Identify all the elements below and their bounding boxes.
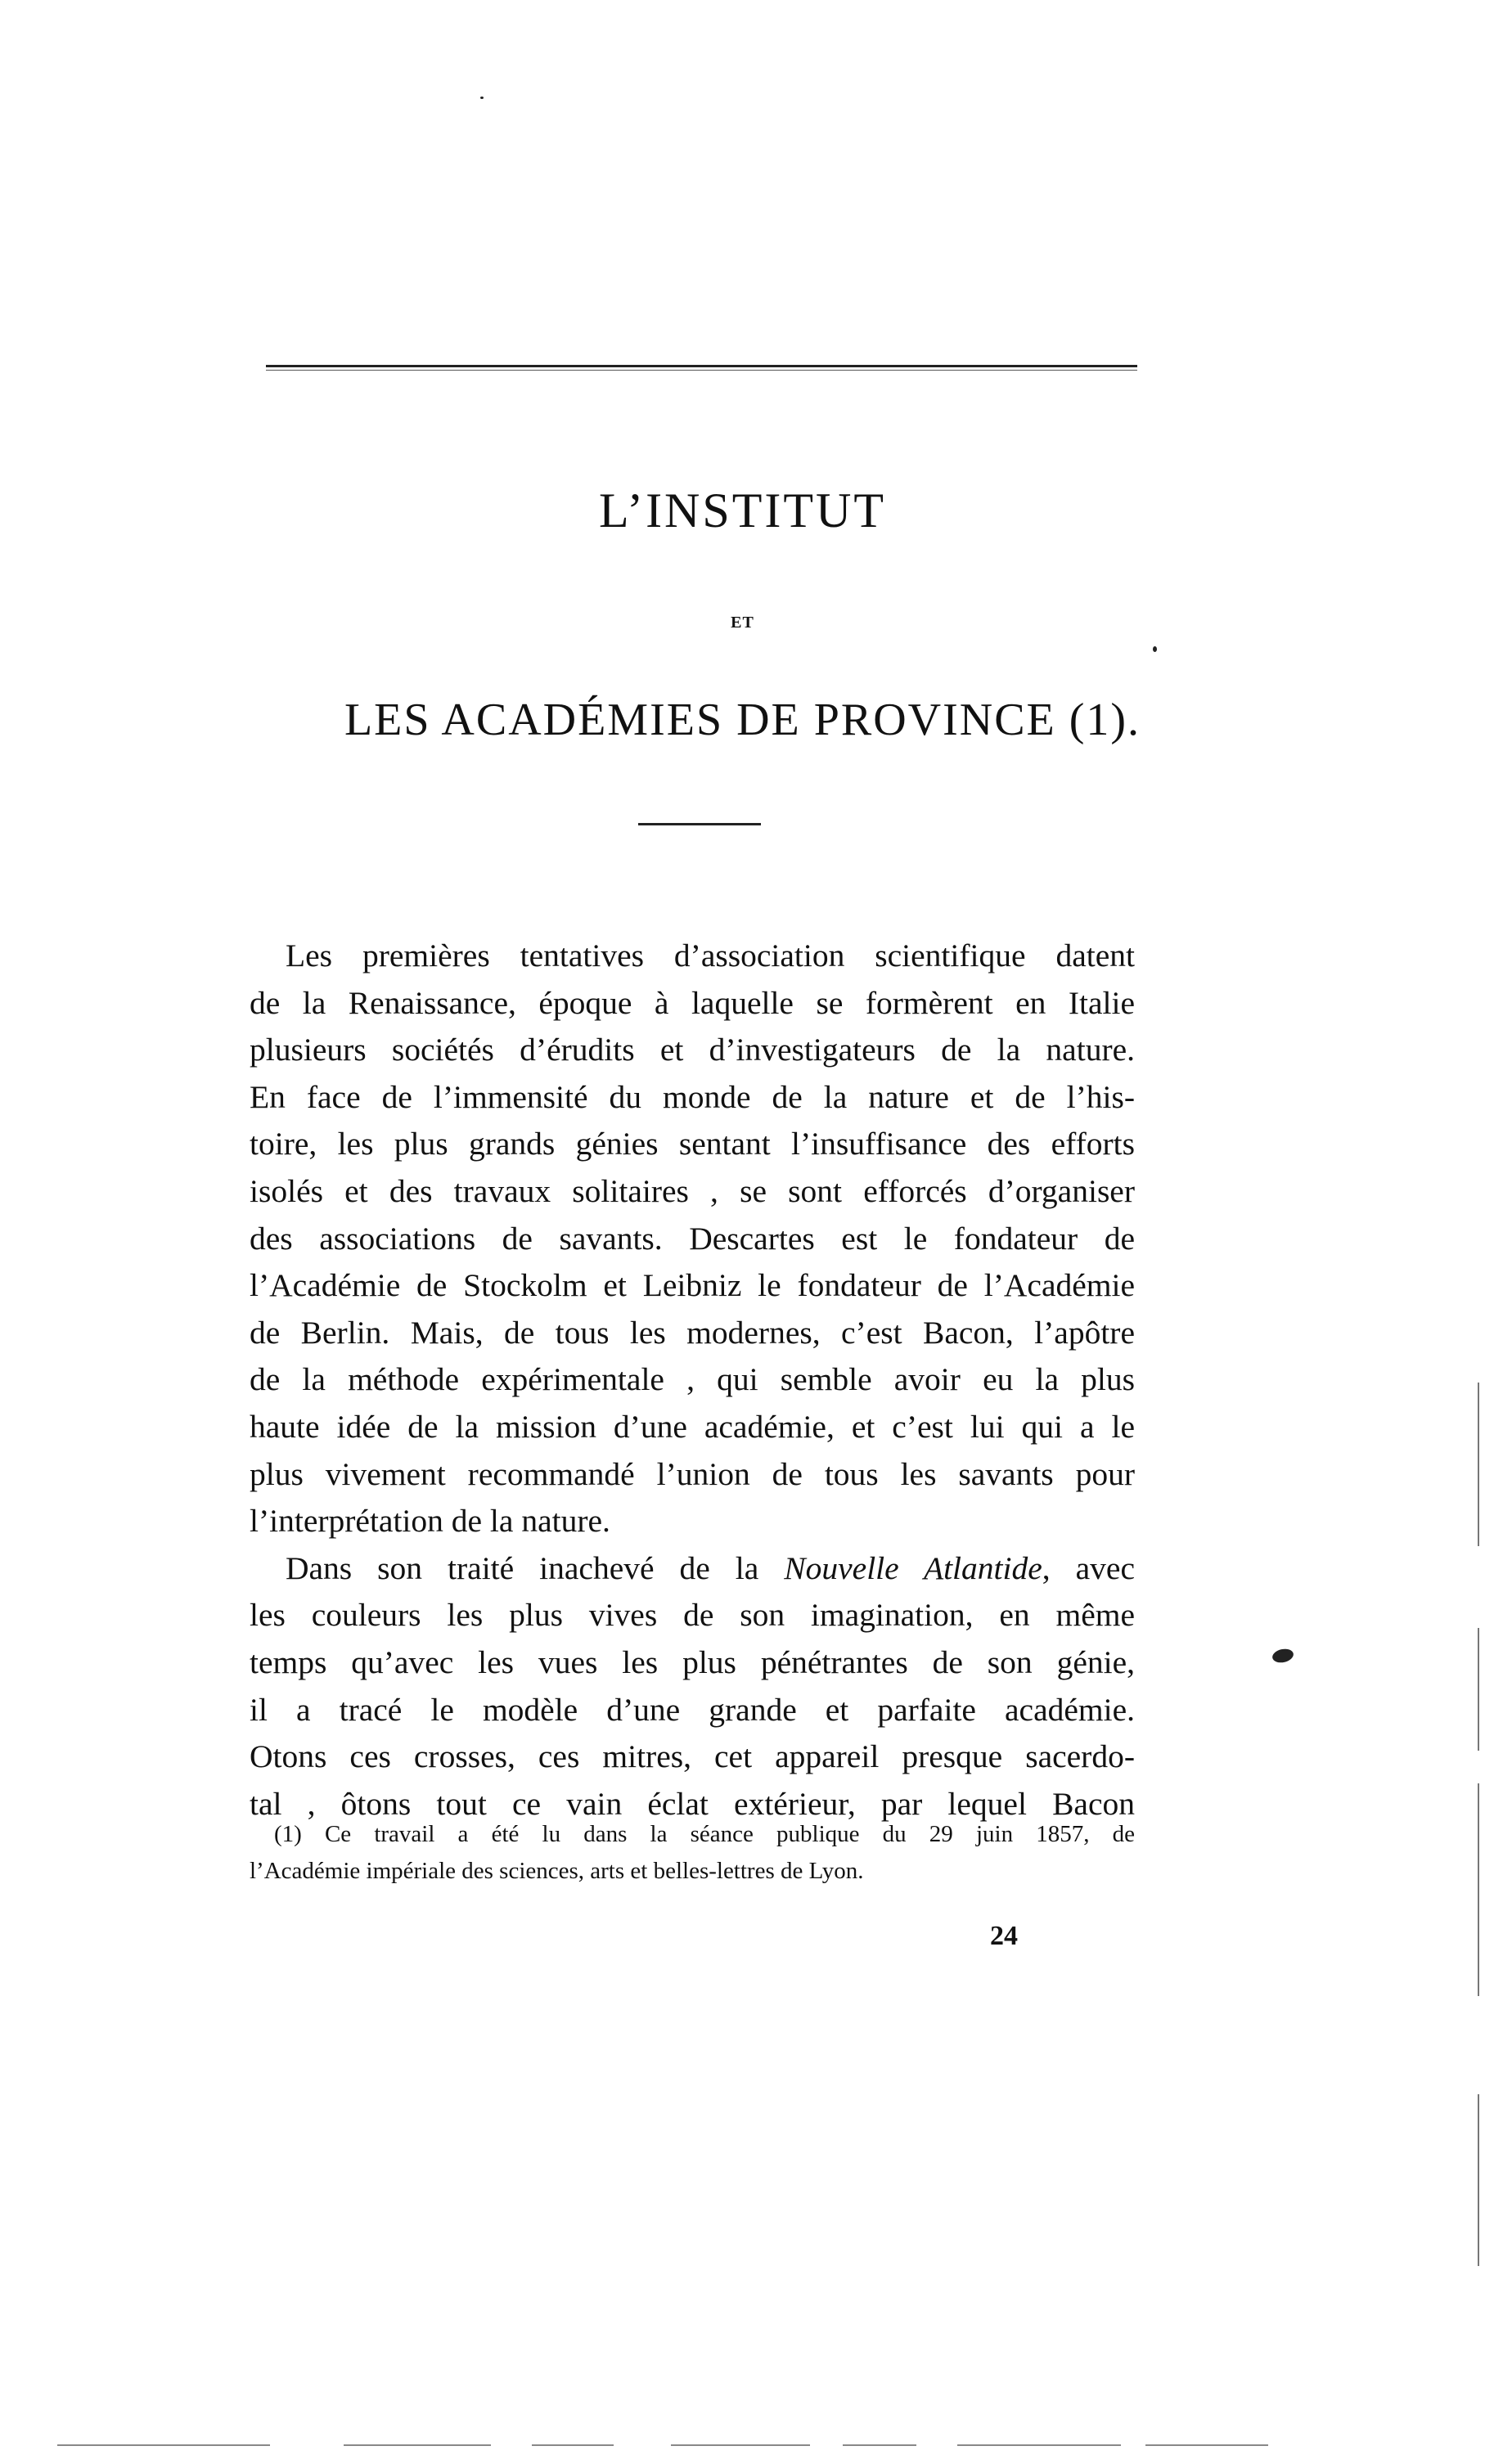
book-title-italic: Nouvelle Atlantide [784, 1549, 1042, 1586]
ink-speck [480, 97, 484, 99]
body-line: tal , ôtons tout ce vain éclat extérieur, par lequel Bacon [250, 1785, 1135, 1822]
body-line: de la méthode expérimentale , qui semble avoir eu la plus [250, 1361, 1135, 1398]
scan-bottom-mark [957, 2444, 1121, 2446]
footnote [250, 1816, 1135, 1890]
ink-blot [1271, 1647, 1295, 1664]
scan-bottom-mark [532, 2444, 614, 2446]
scan-bottom-mark [344, 2444, 491, 2446]
body-line: plusieurs sociétés d’érudits et d’investigateurs de la nature. [250, 1032, 1135, 1068]
scan-edge-mark [1478, 1783, 1479, 1996]
body-line: plus vivement recommandé l’union de tous les savants pour [250, 1455, 1135, 1492]
scan-bottom-mark [843, 2444, 916, 2446]
body-line: Les premières tentatives d’association scientifique datent [286, 937, 1135, 973]
ink-speck [1153, 646, 1157, 652]
page-title: L’INSTITUT [598, 483, 887, 537]
top-rule-thin [266, 370, 1137, 371]
scan-edge-mark [1478, 1628, 1479, 1751]
body-line: temps qu’avec les vues les plus pénétrantes de son génie, [250, 1643, 1135, 1680]
body-line-paragraph-2-start [250, 1545, 1135, 1593]
title-connector: ET [731, 614, 754, 632]
page-number: 24 [990, 1921, 1018, 1951]
body-line: haute idée de la mission d’une académie, et c’est lui qui a le [250, 1408, 1135, 1445]
scan-bottom-mark [57, 2444, 270, 2446]
body-text-fragment: , avec [1042, 1549, 1135, 1586]
body-line: isolés et des travaux solitaires , se sont efforcés d’organiser [250, 1172, 1135, 1209]
body-line: toire, les plus grands génies sentant l’insuffisance des efforts [250, 1126, 1135, 1162]
scan-edge-mark [1478, 2094, 1479, 2266]
body-line: il a tracé le modèle d’une grande et parfaite académie. [250, 1691, 1135, 1728]
scan-bottom-mark [1145, 2444, 1268, 2446]
body-line: des associations de savants. Descartes est le fondateur de [250, 1220, 1135, 1257]
body-line: de Berlin. Mais, de tous les modernes, c’est Bacon, l’apôtre [250, 1314, 1135, 1351]
body-line: l’interprétation de la nature. [250, 1503, 610, 1540]
body-line: En face de l’immensité du monde de la nature et de l’his- [250, 1078, 1135, 1115]
footnote-line: l’Académie impériale des sciences, arts et belles-lettres de Lyon. [250, 1858, 864, 1884]
footnote-line: (1) Ce travail a été lu dans la séance publique du 29 juin 1857, de [274, 1821, 1135, 1847]
body-text-fragment: Dans son traité inachevé de la [286, 1549, 785, 1586]
top-rule [266, 365, 1137, 367]
body-line: de la Renaissance, époque à laquelle se formèrent en Italie [250, 984, 1135, 1021]
title-separator-rule [638, 823, 761, 825]
scan-bottom-mark [671, 2444, 810, 2446]
body-line: les couleurs les plus vives de son imagination, en même [250, 1597, 1135, 1634]
body-line: Otons ces crosses, ces mitres, cet appareil presque sacerdo- [250, 1738, 1135, 1775]
body-line: l’Académie de Stockolm et Leibniz le fondateur de l’Académie [250, 1267, 1135, 1304]
scan-edge-mark [1478, 1383, 1479, 1546]
page-subtitle: LES ACADÉMIES DE PROVINCE (1). [344, 695, 1141, 745]
body-text [250, 933, 1135, 1828]
